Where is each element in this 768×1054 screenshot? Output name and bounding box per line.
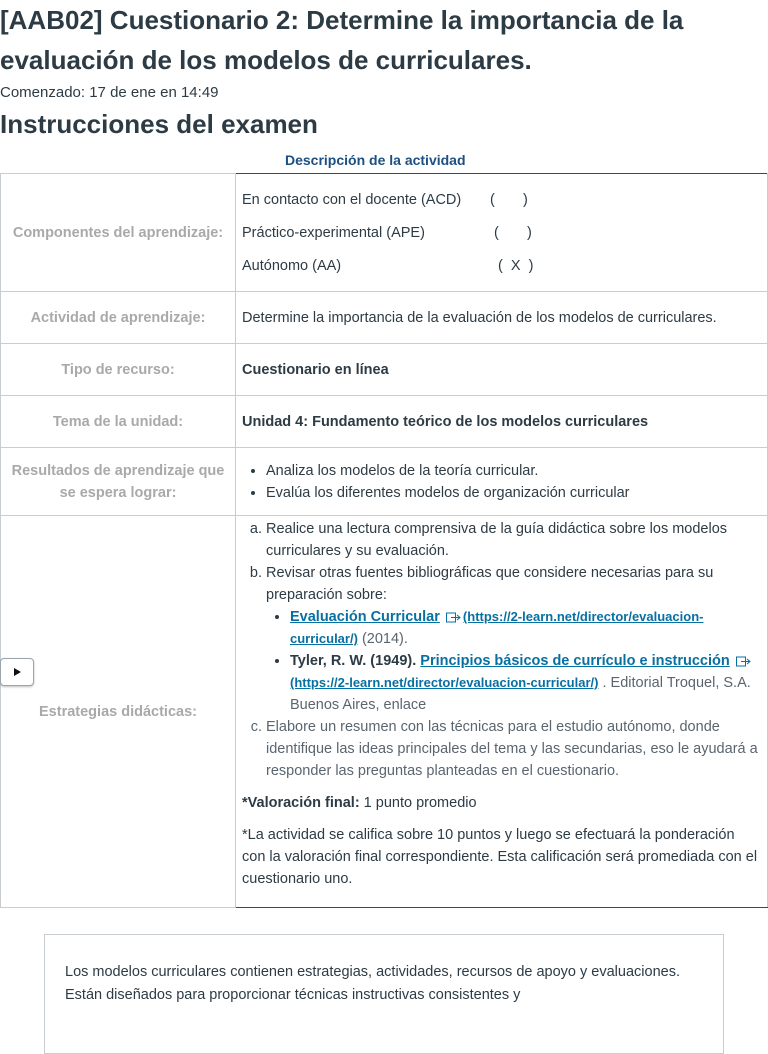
page-title: [AAB02] Cuestionario 2: Determine la importancia de la evaluación de los modelos de curriculares.: [0, 5, 684, 75]
unit-topic-label: Tema de la unidad:: [1, 396, 236, 448]
external-link-icon: [736, 656, 751, 667]
component-mark: ( X ): [498, 257, 534, 274]
components-label: Componentes del aprendizaje:: [1, 174, 236, 292]
final-grade-label: *Valoración final:: [242, 795, 360, 811]
list-item: • Evalúa los diferentes modelos de organización curricular: [266, 482, 761, 504]
table-row: [1, 516, 768, 908]
instructions-heading: Instrucciones del examen: [0, 109, 318, 139]
component-name: En contacto con el docente (ACD): [242, 191, 462, 208]
activity-value: Determine la importancia de la evaluación de los modelos de curriculares.: [236, 292, 768, 344]
component-mark: ( ): [490, 191, 528, 208]
table-caption: Descripción de la actividad: [285, 152, 466, 168]
component-name: Práctico-experimental (APE): [242, 224, 425, 241]
learning-outcomes-value: [236, 448, 768, 516]
principios-basicos-link[interactable]: Principios básicos de currículo e instrucción: [420, 653, 730, 669]
strategies-value: [236, 516, 768, 908]
component-line: [242, 183, 761, 216]
intro-text: Los modelos curriculares contienen estrategias, actividades, recursos de apoyo y evaluaciones. Están diseñados para proporcionar técnicas instructivas consistentes y: [65, 964, 680, 1003]
final-grade-value: 1 punto promedio: [359, 795, 477, 811]
question-intro-card: [44, 934, 724, 1054]
table-row: [1, 174, 768, 292]
list-item: • Analiza los modelos de la teoría curricular.: [266, 460, 761, 482]
component-line: [242, 249, 761, 282]
source-item: [290, 650, 761, 716]
evaluacion-curricular-link[interactable]: Evaluación Curricular: [290, 609, 440, 625]
strategies-label: Estrategias didácticas:: [1, 516, 236, 908]
source-item: [290, 606, 761, 650]
sources-list: [266, 606, 761, 716]
activity-description-table: [0, 173, 768, 908]
component-mark: ( ): [494, 224, 532, 241]
step-b: [266, 562, 761, 716]
outcomes-list: [242, 460, 761, 504]
components-value: [236, 174, 768, 292]
table-row: [1, 292, 768, 344]
source-author: Tyler, R. W. (1949).: [290, 653, 417, 669]
step-a: a. Realice una lectura comprensiva de la guía didáctica sobre los modelos curriculares y su evaluación.: [266, 518, 761, 562]
activity-label: Actividad de aprendizaje:: [1, 292, 236, 344]
step-c: c. Elabore un resumen con las técnicas para el estudio autónomo, donde identifique las ideas principales del tema y las secundarias, eso le ayudará a responder las preguntas planteadas en el cuestionario.: [266, 716, 761, 782]
play-button[interactable]: [0, 658, 34, 686]
resource-type-value: Cuestionario en línea: [236, 344, 768, 396]
component-name: Autónomo (AA): [242, 257, 342, 274]
table-row: [1, 344, 768, 396]
source-publisher: . Editorial Troquel, S.A. Buenos Aires, enlace: [290, 675, 751, 713]
component-line: [242, 216, 761, 249]
play-icon: [12, 667, 22, 677]
table-row: [1, 396, 768, 448]
step-b-text: Revisar otras fuentes bibliográficas que considere necesarias para su preparación sobre:: [266, 565, 714, 603]
started-timestamp: Comenzado: 17 de ene en 14:49: [0, 84, 219, 101]
resource-type-label: Tipo de recurso:: [1, 344, 236, 396]
unit-topic-value: Unidad 4: Fundamento teórico de los modelos curriculares: [236, 396, 768, 448]
strategy-steps: [242, 518, 761, 782]
principios-basicos-url[interactable]: (https://2-learn.net/director/evaluacion-curricular/): [290, 675, 599, 690]
final-grade: [242, 792, 761, 814]
learning-outcomes-label: Resultados de aprendizaje que se espera lograr:: [1, 448, 236, 516]
source-year: (2014).: [357, 631, 408, 647]
evaluacion-curricular-url[interactable]: (https://2-learn.net/director/evaluacion-curricular/): [290, 609, 704, 646]
external-link-icon: [446, 612, 461, 623]
grading-note: *La actividad se califica sobre 10 puntos y luego se efectuará la ponderación con la valoración final correspondiente. Esta calificación será promediada con el cuestionario uno.: [242, 827, 758, 887]
table-row: [1, 448, 768, 516]
